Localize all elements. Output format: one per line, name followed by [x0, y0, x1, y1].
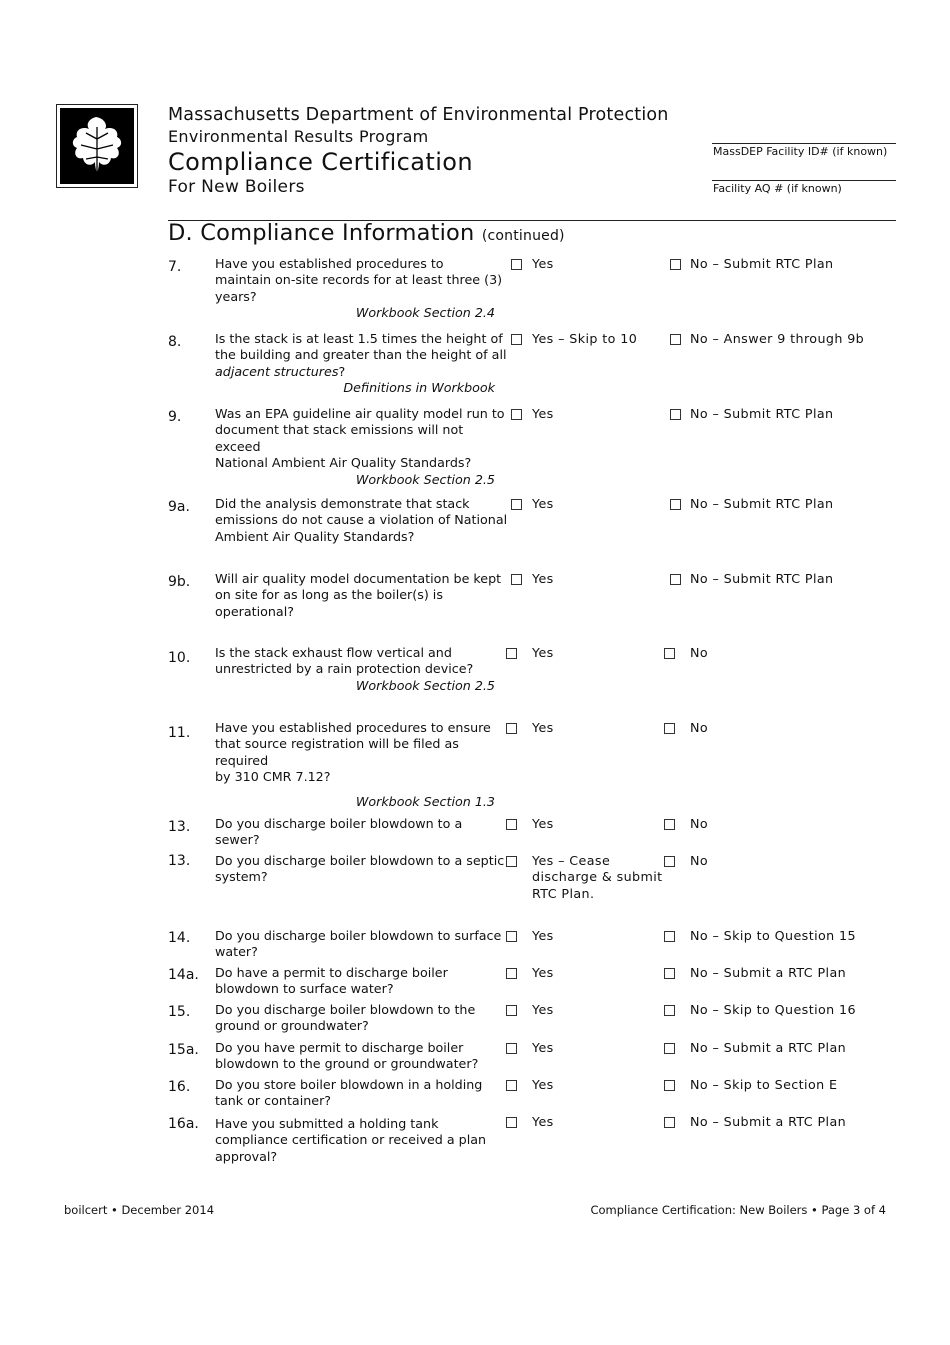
no-label: No – Skip to Question 15	[690, 928, 856, 943]
no-label: No – Submit RTC Plan	[690, 571, 834, 586]
no-label: No – Submit a RTC Plan	[690, 965, 847, 980]
no-label: No – Answer 9 through 9b	[690, 331, 865, 346]
no-checkbox[interactable]	[664, 1080, 675, 1091]
question-text: Do you discharge boiler blowdown to a sewer?	[215, 816, 463, 848]
question-text: Do you discharge boiler blowdown to surface water?	[215, 928, 502, 960]
oak-leaf-icon	[66, 113, 128, 179]
question-text: Did the analysis demonstrate that stack emissions do not cause a violation of National Ambient Air Quality Standards?	[215, 496, 508, 544]
yes-label: Yes	[532, 720, 554, 735]
yes-label: Yes – Skip to 10	[532, 331, 638, 346]
yes-checkbox[interactable]	[506, 723, 517, 734]
question-number: 16.	[168, 1079, 191, 1095]
no-checkbox[interactable]	[664, 723, 675, 734]
no-checkbox[interactable]	[670, 574, 681, 585]
no-label: No – Submit RTC Plan	[690, 256, 834, 271]
question-text: Have you established procedures to ensure that source registration will be filed as required by 310 CMR 7.12? Workbook Section 1.3	[215, 720, 509, 810]
question-number: 9a.	[168, 499, 190, 515]
yes-checkbox[interactable]	[506, 856, 517, 867]
no-label: No – Submit a RTC Plan	[690, 1040, 847, 1055]
question-text: Do you discharge boiler blowdown to the ground or groundwater?	[215, 1002, 476, 1034]
question-number: 7.	[168, 259, 182, 275]
yes-checkbox[interactable]	[506, 1043, 517, 1054]
yes-checkbox[interactable]	[506, 648, 517, 659]
program-name: Environmental Results Program	[168, 127, 429, 146]
yes-label: Yes	[532, 1002, 554, 1017]
no-checkbox[interactable]	[664, 968, 675, 979]
section-continued: (continued)	[481, 228, 565, 244]
no-label: No – Submit RTC Plan	[690, 496, 834, 511]
agency-name: Massachusetts Department of Environmental Protection	[168, 105, 669, 125]
no-checkbox[interactable]	[670, 499, 681, 510]
question-number: 11.	[168, 725, 191, 741]
yes-label: Yes	[532, 496, 554, 511]
no-label: No – Skip to Question 16	[690, 1002, 856, 1017]
reference-note: Workbook Section 1.3	[355, 793, 495, 809]
no-checkbox[interactable]	[670, 259, 681, 270]
no-checkbox[interactable]	[664, 819, 675, 830]
question-number: 14.	[168, 930, 191, 946]
page-title: Compliance Certification	[168, 148, 473, 176]
yes-label: Yes	[532, 1040, 554, 1055]
reference-note: Workbook Section 2.5	[355, 677, 495, 693]
yes-label: Yes	[532, 406, 554, 421]
question-text: Is the stack is at least 1.5 times the height of the building and greater than the height of all adjacent structures? Definitions in Workbook	[215, 331, 509, 397]
yes-checkbox[interactable]	[506, 931, 517, 942]
yes-label: Yes	[532, 1114, 554, 1129]
question-number: 9b.	[168, 574, 191, 590]
no-checkbox[interactable]	[664, 856, 675, 867]
no-checkbox[interactable]	[670, 409, 681, 420]
no-checkbox[interactable]	[664, 1117, 675, 1128]
question-number: 15.	[168, 1004, 191, 1020]
yes-label: Yes	[532, 928, 554, 943]
question-text: Do you have permit to discharge boiler blowdown to the ground or groundwater?	[215, 1040, 479, 1072]
reference-note: Workbook Section 2.5	[355, 471, 495, 487]
question-number: 15a.	[168, 1042, 199, 1058]
facility-id-field[interactable]	[712, 143, 896, 144]
question-number: 13.	[168, 853, 191, 869]
yes-checkbox[interactable]	[506, 1005, 517, 1016]
no-label: No – Skip to Section E	[690, 1077, 838, 1092]
no-label: No – Submit a RTC Plan	[690, 1114, 847, 1129]
question-text: Have you established procedures to maintain on-site records for at least three (3) years? Workbook Section 2.4	[215, 256, 509, 322]
section-title: D. Compliance Information (continued)	[168, 220, 565, 246]
question-number: 10.	[168, 650, 191, 666]
yes-label: Yes	[532, 1077, 554, 1092]
facility-aq-label: Facility AQ # (if known)	[713, 182, 842, 195]
question-text: Do you discharge boiler blowdown to a septic system?	[215, 853, 505, 885]
footer-right: Compliance Certification: New Boilers • Page 3 of 4	[590, 1203, 886, 1217]
no-checkbox[interactable]	[664, 1005, 675, 1016]
massdep-logo	[56, 104, 138, 188]
yes-checkbox[interactable]	[511, 409, 522, 420]
yes-label: Yes	[532, 571, 554, 586]
yes-checkbox[interactable]	[506, 968, 517, 979]
yes-label: Yes – Cease discharge & submit RTC Plan.	[532, 853, 663, 901]
facility-aq-field[interactable]	[712, 180, 896, 181]
question-number: 13.	[168, 819, 191, 835]
no-checkbox[interactable]	[664, 648, 675, 659]
footer-left: boilcert • December 2014	[64, 1203, 215, 1217]
facility-id-label: MassDEP Facility ID# (if known)	[713, 145, 888, 158]
no-checkbox[interactable]	[664, 931, 675, 942]
question-number: 16a.	[168, 1116, 199, 1132]
no-checkbox[interactable]	[664, 1043, 675, 1054]
yes-checkbox[interactable]	[511, 334, 522, 345]
yes-label: Yes	[532, 645, 554, 660]
no-label: No	[690, 816, 709, 831]
question-text: Do you store boiler blowdown in a holding tank or container?	[215, 1077, 483, 1109]
yes-checkbox[interactable]	[506, 1080, 517, 1091]
yes-label: Yes	[532, 816, 554, 831]
question-text: Was an EPA guideline air quality model run to document that stack emissions will not exceed National Ambient Air Quality Standards? Workbook Section 2.5	[215, 406, 509, 488]
yes-checkbox[interactable]	[506, 1117, 517, 1128]
no-checkbox[interactable]	[670, 334, 681, 345]
yes-label: Yes	[532, 256, 554, 271]
no-label: No	[690, 720, 709, 735]
yes-checkbox[interactable]	[506, 819, 517, 830]
question-number: 14a.	[168, 967, 199, 983]
no-label: No	[690, 853, 709, 868]
no-label: No	[690, 645, 709, 660]
no-label: No – Submit RTC Plan	[690, 406, 834, 421]
question-text: Do have a permit to discharge boiler blowdown to surface water?	[215, 965, 448, 997]
question-text: Have you submitted a holding tank compliance certification or received a plan approval?	[215, 1116, 487, 1164]
question-number: 8.	[168, 334, 182, 350]
yes-checkbox[interactable]	[511, 574, 522, 585]
question-text: Is the stack exhaust flow vertical and unrestricted by a rain protection device? Workbook Section 2.5	[215, 645, 509, 694]
reference-note: Definitions in Workbook	[343, 380, 495, 396]
reference-note: Workbook Section 2.4	[355, 305, 495, 321]
yes-checkbox[interactable]	[511, 499, 522, 510]
yes-label: Yes	[532, 965, 554, 980]
question-number: 9.	[168, 409, 182, 425]
question-text: Will air quality model documentation be kept on site for as long as the boiler(s) is operational?	[215, 571, 502, 619]
yes-checkbox[interactable]	[511, 259, 522, 270]
page-subtitle: For New Boilers	[168, 177, 305, 197]
